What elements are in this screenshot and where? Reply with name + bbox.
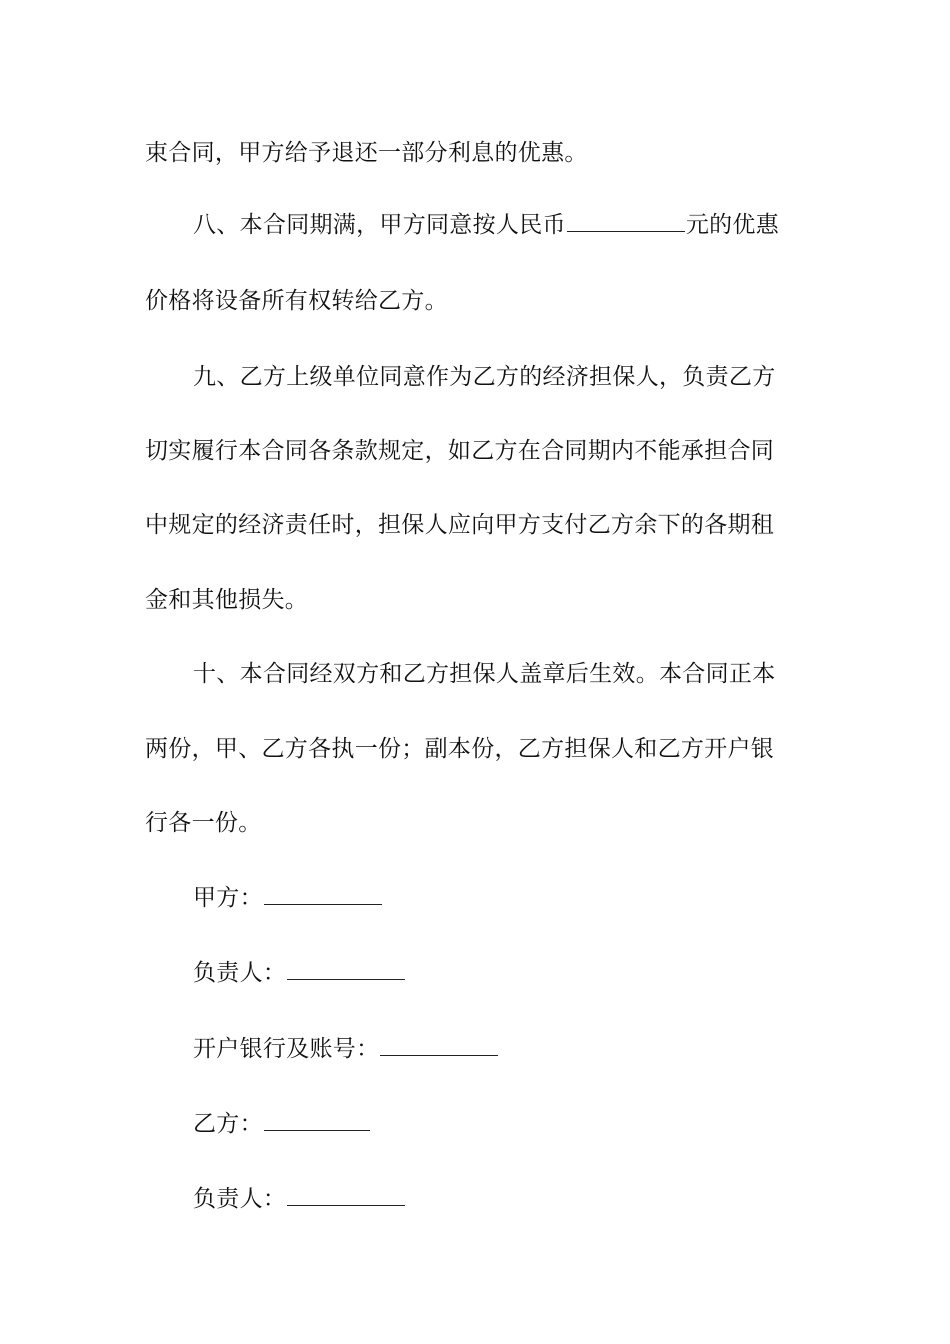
- para8-text-before: 八、本合同期满，甲方同意按人民币: [193, 212, 566, 238]
- para8-line1: [193, 210, 863, 240]
- para8-text-after: 元的优惠: [685, 212, 780, 238]
- para10-line1: 十、本合同经双方和乙方担保人盖章后生效。本合同正本: [193, 661, 776, 687]
- para10-line3: 行各一份。: [145, 810, 262, 836]
- para9-line3: 中规定的经济责任时，担保人应向甲方支付乙方余下的各期租: [145, 512, 775, 538]
- party-b-label: 乙方：: [193, 1111, 263, 1137]
- para7-end-line: 束合同，甲方给予退还一部分利息的优惠。: [145, 140, 588, 166]
- bank-account-row: [193, 1034, 863, 1064]
- para8-line2: 价格将设备所有权转给乙方。: [145, 288, 448, 314]
- person-in-charge-a-blank: [287, 961, 405, 980]
- para10-line2: 两份，甲、乙方各执一份；副本份，乙方担保人和乙方开户银: [145, 736, 775, 762]
- bank-account-blank: [380, 1037, 498, 1056]
- person-in-charge-b-label: 负责人：: [193, 1186, 287, 1212]
- price-blank: [567, 213, 685, 232]
- para9-line4: 金和其他损失。: [145, 587, 309, 613]
- party-a-label: 甲方：: [193, 885, 263, 911]
- person-in-charge-b-blank: [287, 1187, 405, 1206]
- party-a-row: [193, 883, 863, 913]
- para9-line2: 切实履行本合同各条款规定，如乙方在合同期内不能承担合同: [145, 438, 775, 464]
- person-in-charge-a-row: [193, 958, 863, 988]
- party-b-row: [193, 1109, 863, 1139]
- bank-account-label: 开户银行及账号：: [193, 1036, 380, 1062]
- para9-line1: 九、乙方上级单位同意作为乙方的经济担保人，负责乙方: [193, 364, 776, 390]
- party-b-blank: [264, 1112, 370, 1131]
- person-in-charge-b-row: [193, 1184, 863, 1214]
- person-in-charge-a-label: 负责人：: [193, 960, 287, 986]
- party-a-blank: [264, 886, 382, 905]
